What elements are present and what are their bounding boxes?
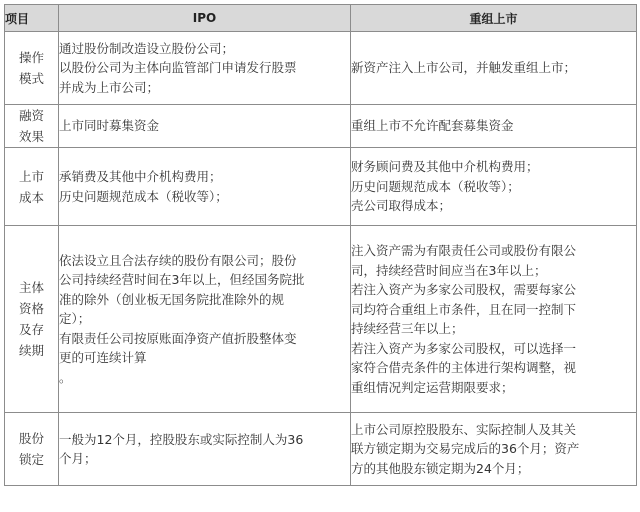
row-category: 操作 模式 <box>5 32 59 105</box>
ipo-cell: 承销费及其他中介机构费用； 历史问题规范成本（税收等）； <box>59 148 351 226</box>
reorg-cell: 注入资产需为有限责任公司或股份有限公 司，持续经营时间应当在3年以上； 若注入资产为多家公司股权，需要每家公 司均符合重组上市条件，且在同一控制下 持续经营三年以上； 若注入资产为多家公司股权，可以选择一 家符合借壳条件的主体进行架构调整，视 重组情况判定运营期限要求； <box>351 226 637 413</box>
row-category: 主体 资格 及存 续期 <box>5 226 59 413</box>
header-row <box>5 5 637 32</box>
comparison-table <box>4 4 637 486</box>
table-row-operation-mode <box>5 32 637 105</box>
table-row-financing-effect <box>5 105 637 148</box>
ipo-cell: 上市同时募集资金 <box>59 105 351 148</box>
reorg-cell: 新资产注入上市公司，并触发重组上市； <box>351 32 637 105</box>
ipo-cell: 通过股份制改造设立股份公司； 以股份公司为主体向监管部门申请发行股票 并成为上市公司； <box>59 32 351 105</box>
header-reorg-listing: 重组上市 <box>351 5 637 32</box>
table-row-listing-cost <box>5 148 637 226</box>
header-ipo: IPO <box>59 5 351 32</box>
row-category: 股份 锁定 <box>5 413 59 486</box>
reorg-cell: 重组上市不允许配套募集资金 <box>351 105 637 148</box>
table-row-entity-qualification <box>5 226 637 413</box>
header-item: 项目 <box>5 5 59 32</box>
row-category: 上市 成本 <box>5 148 59 226</box>
row-category: 融资 效果 <box>5 105 59 148</box>
ipo-cell: 依法设立且合法存续的股份有限公司；股份 公司持续经营时间在3年以上，但经国务院批 准的除外（创业板无国务院批准除外的规 定）； 有限责任公司按原账面净资产值折股整体变 更的可连续计算 。 <box>59 226 351 413</box>
ipo-cell: 一般为12个月，控股股东或实际控制人为36 个月； <box>59 413 351 486</box>
table-row-share-lockup <box>5 413 637 486</box>
reorg-cell: 财务顾问费及其他中介机构费用； 历史问题规范成本（税收等）； 壳公司取得成本； <box>351 148 637 226</box>
reorg-cell: 上市公司原控股股东、实际控制人及其关 联方锁定期为交易完成后的36个月；资产 方的其他股东锁定期为24个月； <box>351 413 637 486</box>
